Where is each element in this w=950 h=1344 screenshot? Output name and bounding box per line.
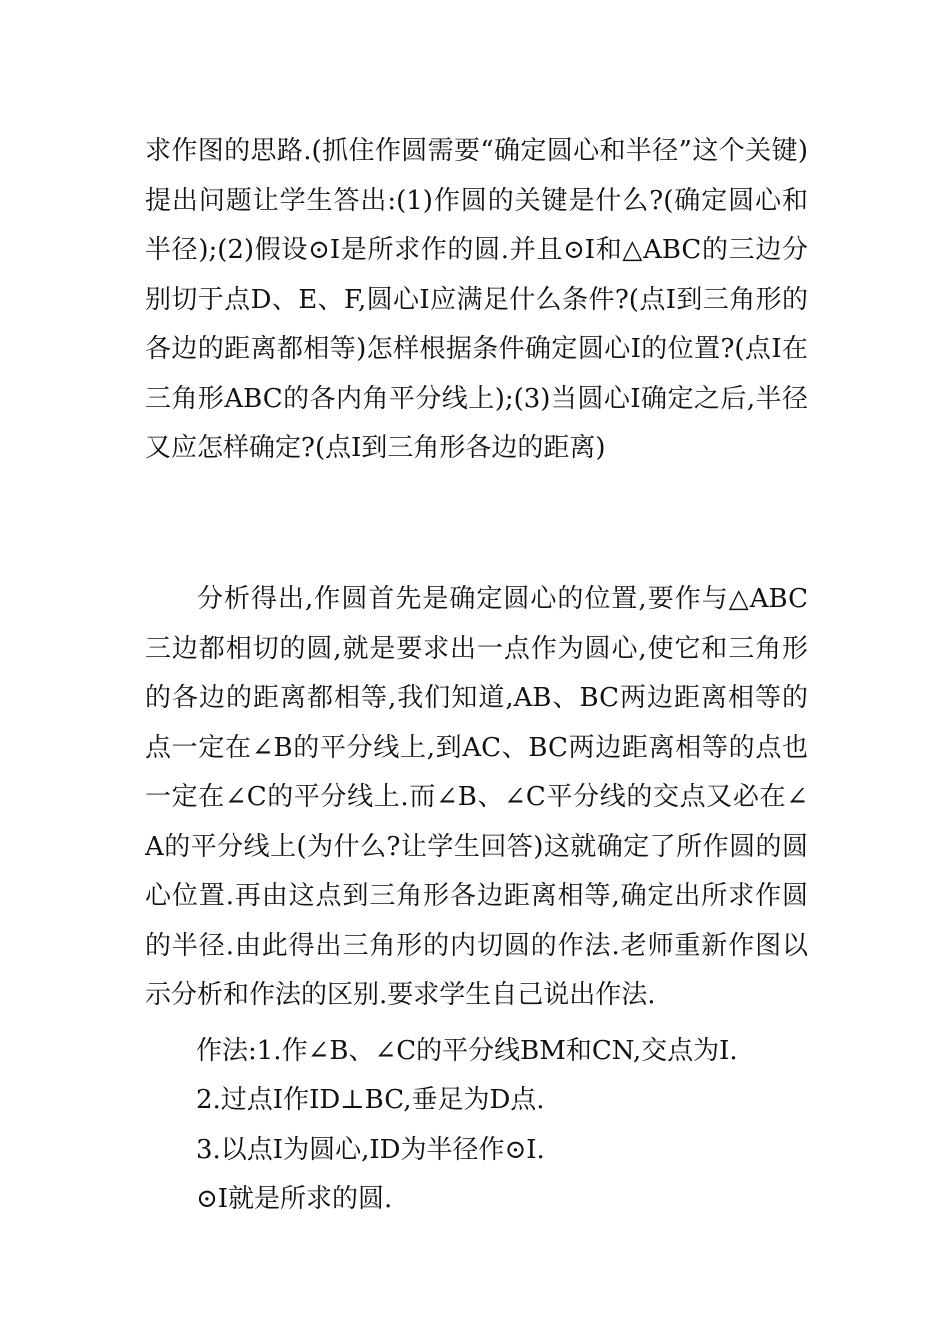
construction-step-3: 3.以点I为圆心,ID为半径作⊙I.	[196, 1135, 545, 1165]
paragraph-analysis: 分析得出,作圆首先是确定圆心的位置,要作与△ABC三边都相切的圆,就是要求出一点作为圆心,使它和三角形的各边的距离都相等,我们知道,AB、BC两边距离相等的点一定在∠B的平分线上,到AC、BC两边距离相等的点也一定在∠C的平分线上.而∠B、∠C平分线的交点又必在∠A的平分线上(为什么?让学生回答)这就确定了所作圆的圆心位置.再由这点到三角形各边距离相等,确定出所求作圆的半径.由此得出三角形的内切圆的作法.老师重新作图以示分析和作法的区别.要求学生自己说出作法.	[145, 584, 808, 1010]
construction-step-1: 作法:1.作∠B、∠C的平分线BM和CN,交点为I.	[196, 1036, 738, 1066]
paragraph-thinking: 求作图的思路.(抓住作圆需要“确定圆心和半径”这个关键)提出问题让学生答出:(1)作圆的关键是什么?(确定圆心和半径);(2)假设⊙I是所求作的圆.并且⊙I和△ABC的三边分别切于点D、E、F,圆心I应满足什么条件?(点I到三角形的各边的距离都相等)怎样根据条件确定圆心I的位置?(点I在三角形ABC的各内角平分线上);(3)当圆心I确定之后,半径又应怎样确定?(点I到三角形各边的距离)	[145, 136, 808, 463]
construction-conclusion: ⊙I就是所求的圆.	[196, 1184, 393, 1214]
construction-step-2: 2.过点I作ID⊥BC,垂足为D点.	[196, 1085, 545, 1115]
